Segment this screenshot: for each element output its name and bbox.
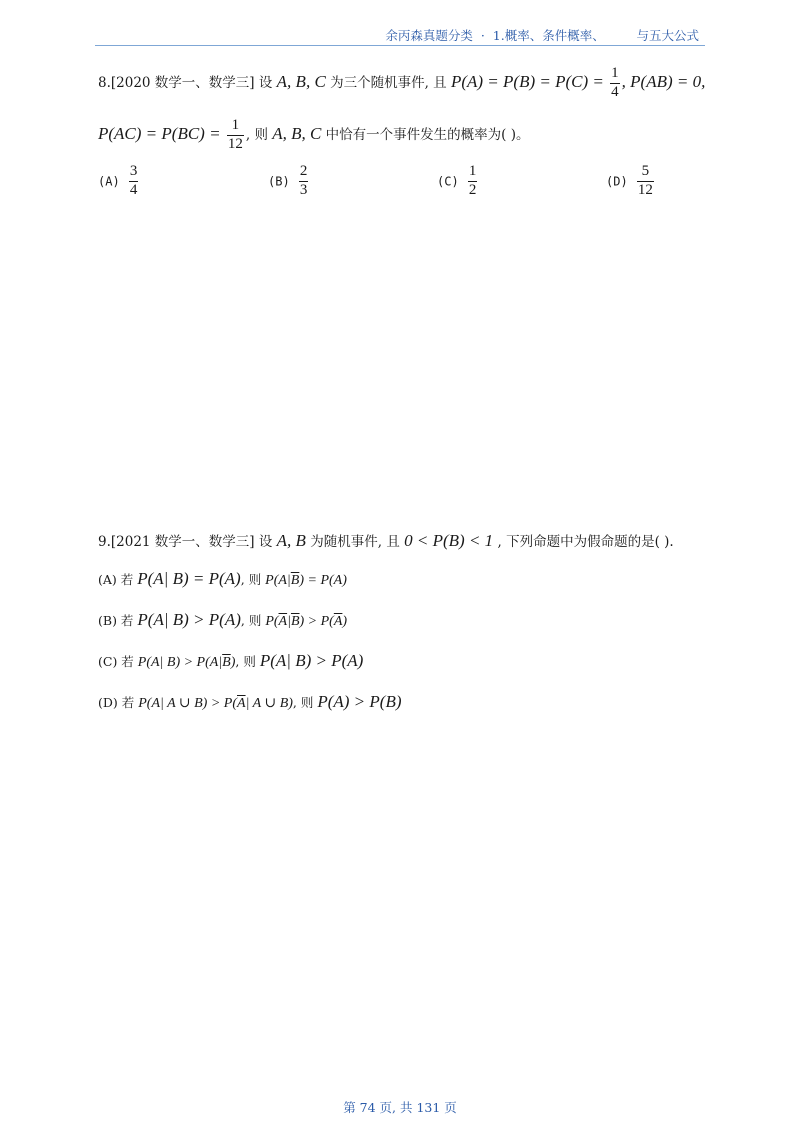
q9-option-b[interactable]: (B) 若 P(A| B) > P(A), 则 $P(\overline{A}|\overline{B}) > P(\overline{A})$ [98, 610, 348, 629]
q9-source: [2021 数学一、数学三] [110, 534, 255, 550]
q9-stem [98, 530, 674, 551]
q9-option-c[interactable]: (C) 若 P(A| $B) > P(A|\overline{B})$, 则 P(A| B) > P(A) [98, 651, 364, 670]
q8-pab: , P(AB) = 0, [621, 71, 706, 91]
q9-number: 9. [98, 534, 111, 550]
q8-line2-events: A, B, C [272, 123, 322, 143]
page-footer: 第 74 页, 共 131 页 [343, 1100, 457, 1115]
q8-events: A, B, C [276, 71, 326, 91]
q9-condition: 0 < P(B) < 1 [404, 531, 494, 550]
q8-twelfth: $\frac{1}{12}$ [227, 117, 243, 152]
q8-source: [2020 数学一、数学三] [110, 74, 255, 91]
q8-line2-mid: , 则 [245, 126, 268, 143]
q8-option-b[interactable]: (B) $\frac{2}{3}$ [268, 163, 308, 198]
q9-stem1: 设 [258, 534, 273, 550]
q9-events: A, B [276, 531, 306, 550]
q9-option-a[interactable]: (A) 若 P(A| B) = P(A), 则 $P(A|\overline{B}) = P(A)$ [98, 569, 347, 588]
q8-number: 8. [98, 74, 111, 91]
q8-line2 [98, 118, 529, 153]
q8-stem2: 为三个随机事件, 且 [330, 74, 447, 91]
q8-stem1: 设 [258, 74, 273, 91]
q8-line1 [98, 66, 705, 101]
q8-prob-eq: P(A) = P(B) = P(C) = [450, 71, 604, 91]
page-header [95, 24, 705, 46]
q8-option-d[interactable]: (D) $\frac{5}{12}$ [606, 163, 653, 198]
q8-quarter: $\frac{1}{4}$ [611, 65, 619, 100]
q9-stem3: , 下列命题中为假命题的是( ). [497, 534, 674, 550]
q8-pac: P(AC) = P(BC) = [98, 123, 221, 143]
q9-option-d[interactable]: (D) 若 P(A| A ∪ $B) > P(\overline{A}|$ A ∪ B), 则 P(A) > P(B) [98, 692, 402, 711]
q9-stem2: 为随机事件, 且 [310, 534, 400, 550]
q8-option-a[interactable]: (A) $\frac{3}{4}$ [98, 163, 138, 198]
q8-option-c[interactable]: (C) $\frac{1}{2}$ [437, 163, 477, 198]
q8-line2-tail: 中恰有一个事件发生的概率为( )。 [325, 126, 530, 143]
header-title: 余丙森真题分类 · 1.概率、条件概率、 与五大公式 [385, 28, 699, 43]
